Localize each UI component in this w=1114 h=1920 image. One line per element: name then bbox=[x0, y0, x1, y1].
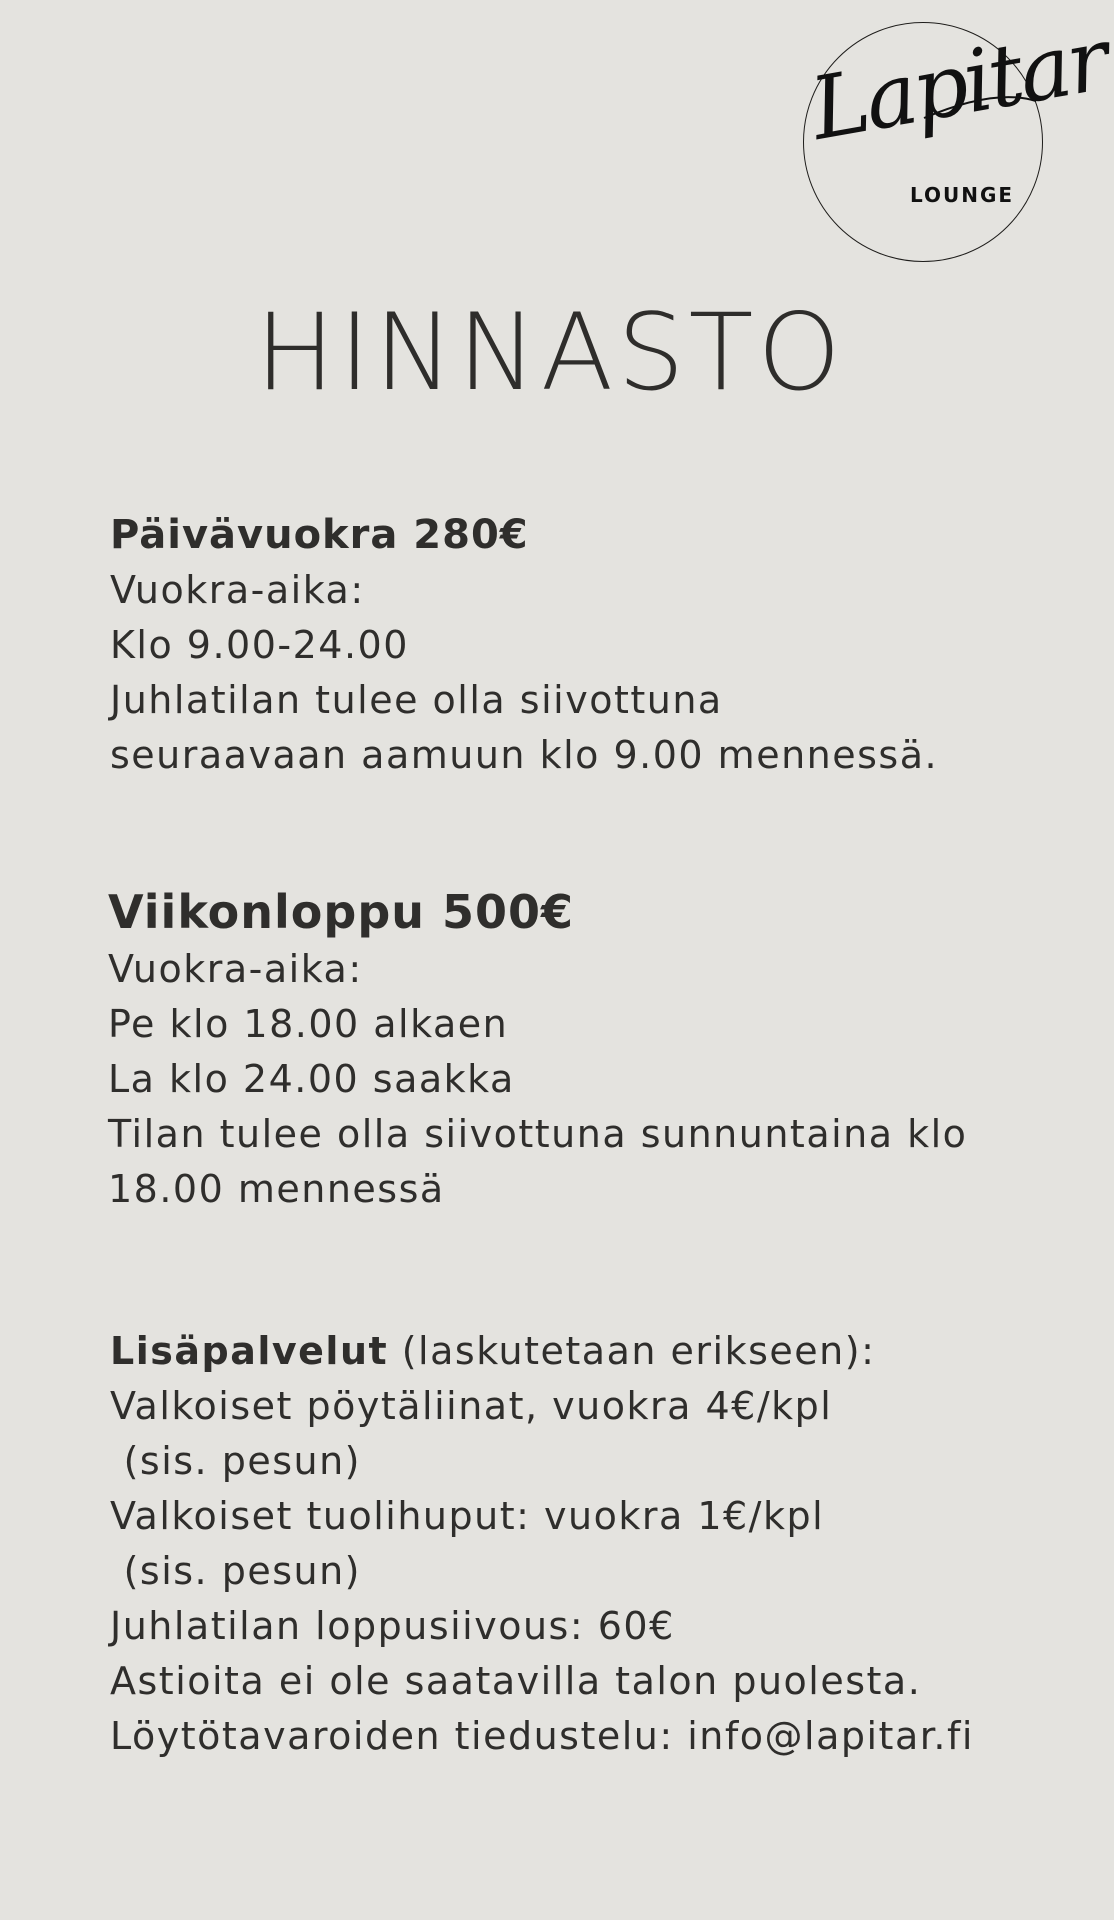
day-rent-line: Juhlatilan tulee olla siivottuna bbox=[110, 678, 723, 722]
logo-subtitle: LOUNGE bbox=[910, 183, 1015, 207]
extras-line: Juhlatilan loppusiivous: 60€ bbox=[110, 1604, 675, 1648]
extras-heading-note: (laskutetaan erikseen): bbox=[388, 1329, 876, 1373]
weekend-heading: Viikonloppu 500€ bbox=[108, 885, 575, 939]
extras-heading-bold: Lisäpalvelut bbox=[110, 1329, 389, 1373]
extras-line: (sis. pesun) bbox=[110, 1439, 362, 1483]
extras-section bbox=[110, 1324, 1050, 1764]
weekend-line: Tilan tulee olla siivottuna sunnuntaina klo bbox=[108, 1112, 968, 1156]
brand-logo bbox=[803, 9, 1114, 262]
day-rent-line: seuraavaan aamuun klo 9.00 mennessä. bbox=[110, 733, 939, 777]
day-rent-section bbox=[110, 508, 1050, 783]
extras-line: Astioita ei ole saatavilla talon puolesta. bbox=[110, 1659, 922, 1703]
day-rent-heading: Päivävuokra 280€ bbox=[110, 512, 529, 558]
weekend-line: Vuokra-aika: bbox=[108, 947, 363, 991]
day-rent-line: Vuokra-aika: bbox=[110, 568, 365, 612]
weekend-line: Pe klo 18.00 alkaen bbox=[108, 1002, 509, 1046]
extras-line: Valkoiset pöytäliinat, vuokra 4€/kpl bbox=[110, 1384, 833, 1428]
day-rent-line: Klo 9.00-24.00 bbox=[110, 623, 409, 667]
logo-script-text: Lapitar bbox=[803, 9, 1114, 160]
weekend-line: 18.00 mennessä bbox=[108, 1167, 445, 1211]
extras-heading bbox=[110, 1324, 1050, 1379]
weekend-line: La klo 24.00 saakka bbox=[108, 1057, 515, 1101]
weekend-section bbox=[108, 882, 1048, 1217]
extras-line: Löytötavaroiden tiedustelu: info@lapitar.fi bbox=[110, 1714, 974, 1758]
extras-line: (sis. pesun) bbox=[110, 1549, 362, 1593]
page-title: HINNASTO bbox=[255, 291, 845, 414]
extras-line: Valkoiset tuolihuput: vuokra 1€/kpl bbox=[110, 1494, 825, 1538]
